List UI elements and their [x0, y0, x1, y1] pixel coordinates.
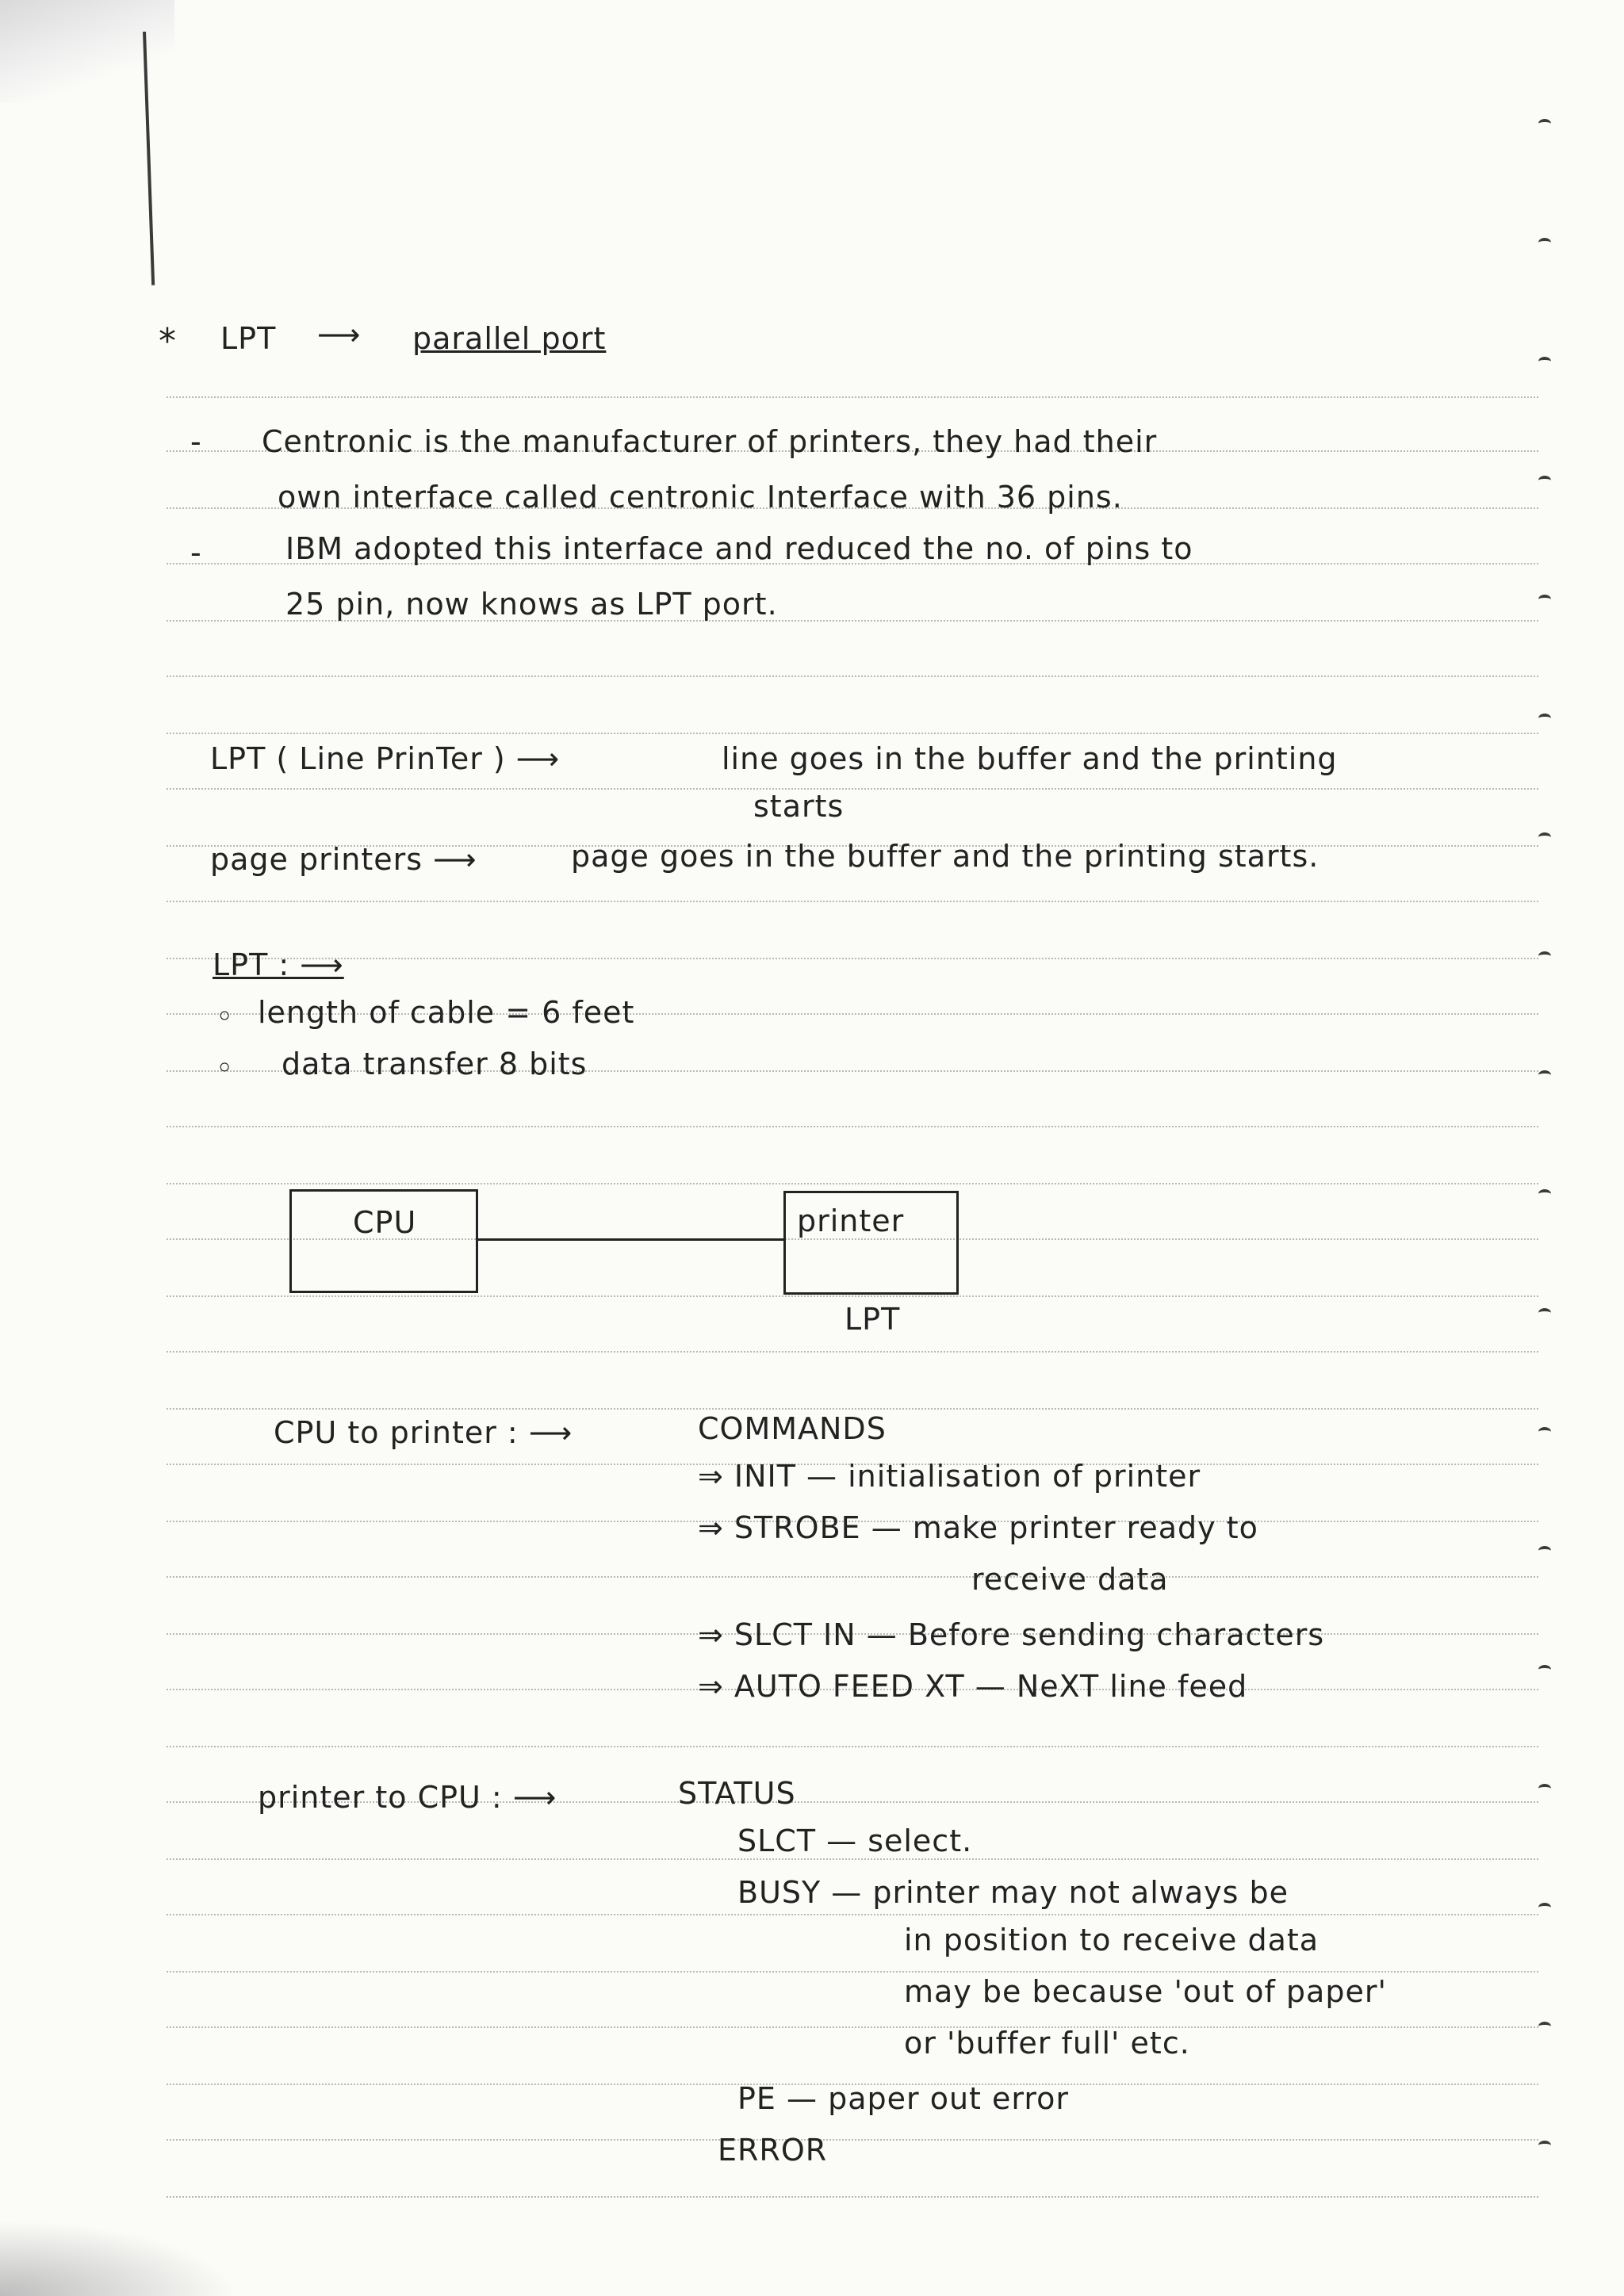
page-fold-shadow	[0, 0, 174, 103]
ruled-line	[167, 2026, 1538, 2028]
binder-hole	[1538, 119, 1551, 128]
heading-arrow: ⟶	[317, 317, 362, 352]
paragraph-line: IBM adopted this interface and reduced the no. of pins to	[285, 531, 1193, 566]
ruled-line	[167, 396, 1538, 398]
paragraph-dash: -	[190, 424, 202, 459]
ruled-line	[167, 1295, 1538, 1297]
status-title: STATUS	[678, 1776, 796, 1811]
binder-hole	[1538, 2141, 1551, 2150]
status-item-cont: may be because 'out of paper'	[904, 1974, 1387, 2009]
lpt-description-cont: starts	[753, 789, 845, 824]
binder-hole	[1538, 1308, 1551, 1318]
ruled-line	[167, 788, 1538, 790]
command-item: ⇒ STROBE — make printer ready to	[698, 1510, 1258, 1545]
ruled-line	[167, 1126, 1538, 1127]
commands-title: COMMANDS	[698, 1411, 887, 1446]
ruled-line	[167, 1858, 1538, 1860]
ruled-line	[167, 1914, 1538, 1915]
command-item: ⇒ AUTO FEED XT — NeXT line feed	[698, 1669, 1248, 1704]
ruled-line	[167, 1351, 1538, 1353]
heading-bullet: *	[159, 321, 177, 362]
paragraph-dash: -	[190, 535, 202, 570]
binder-hole	[1538, 357, 1551, 366]
binder-hole	[1538, 714, 1551, 723]
printer-to-cpu-label: printer to CPU : ⟶	[258, 1780, 557, 1815]
ruled-line	[167, 1183, 1538, 1184]
binder-hole	[1538, 2022, 1551, 2031]
binder-hole	[1538, 1546, 1551, 1556]
binder-hole	[1538, 1665, 1551, 1674]
binder-hole	[1538, 1070, 1551, 1080]
status-item-cont: or 'buffer full' etc.	[904, 2026, 1190, 2061]
ruled-line	[167, 1408, 1538, 1410]
command-item-cont: receive data	[971, 1562, 1169, 1597]
ruled-line	[167, 958, 1538, 959]
binder-hole	[1538, 951, 1551, 961]
ruled-line	[167, 901, 1538, 902]
spec-item: length of cable = 6 feet	[258, 995, 635, 1030]
spec-bullet: ◦	[216, 1050, 235, 1085]
lpt-cable	[476, 1238, 783, 1241]
binder-hole	[1538, 1903, 1551, 1912]
lpt-description: line goes in the buffer and the printing	[722, 741, 1338, 776]
binder-hole	[1538, 476, 1551, 485]
heading-term: LPT	[220, 321, 277, 356]
binder-hole	[1538, 238, 1551, 247]
binder-hole	[1538, 832, 1551, 842]
paragraph-line: Centronic is the manufacturer of printers, they had their	[262, 424, 1158, 459]
ruled-line	[167, 2139, 1538, 2141]
printer-label: printer	[797, 1203, 905, 1238]
binder-hole	[1538, 1427, 1551, 1437]
lpt-label: LPT ( Line PrinTer ) ⟶	[210, 741, 561, 776]
ruled-line	[167, 2196, 1538, 2198]
ruled-line	[167, 675, 1538, 677]
status-item-cont: in position to receive data	[904, 1923, 1320, 1957]
status-item: PE — paper out error	[737, 2081, 1069, 2116]
lpt-specs-title: LPT : ⟶	[213, 947, 344, 982]
spec-item: data transfer 8 bits	[282, 1047, 588, 1081]
binder-hole	[1538, 595, 1551, 604]
ruled-line	[167, 1746, 1538, 1747]
binder-hole	[1538, 1784, 1551, 1793]
spec-bullet: ◦	[216, 999, 235, 1034]
page-printers-label: page printers ⟶	[210, 842, 477, 877]
ruled-line	[167, 733, 1538, 734]
scan-shadow	[0, 2220, 238, 2296]
cpu-label: CPU	[353, 1205, 417, 1240]
paragraph-line: 25 pin, now knows as LPT port.	[285, 587, 778, 622]
cpu-to-printer-label: CPU to printer : ⟶	[274, 1415, 573, 1450]
status-item: SLCT — select.	[737, 1823, 973, 1858]
heading-text: parallel port	[412, 321, 607, 356]
command-item: ⇒ INIT — initialisation of printer	[698, 1459, 1201, 1494]
link-label: LPT	[845, 1302, 901, 1337]
status-item: BUSY — printer may not always be	[737, 1875, 1289, 1910]
ruled-line	[167, 1576, 1538, 1578]
status-item: ERROR	[718, 2133, 828, 2168]
page-printers-description: page goes in the buffer and the printing starts.	[571, 839, 1320, 874]
paragraph-line: own interface called centronic Interface with 36 pins.	[278, 480, 1123, 515]
binder-hole	[1538, 1189, 1551, 1199]
command-item: ⇒ SLCT IN — Before sending characters	[698, 1617, 1325, 1652]
ruled-line	[167, 1971, 1538, 1973]
